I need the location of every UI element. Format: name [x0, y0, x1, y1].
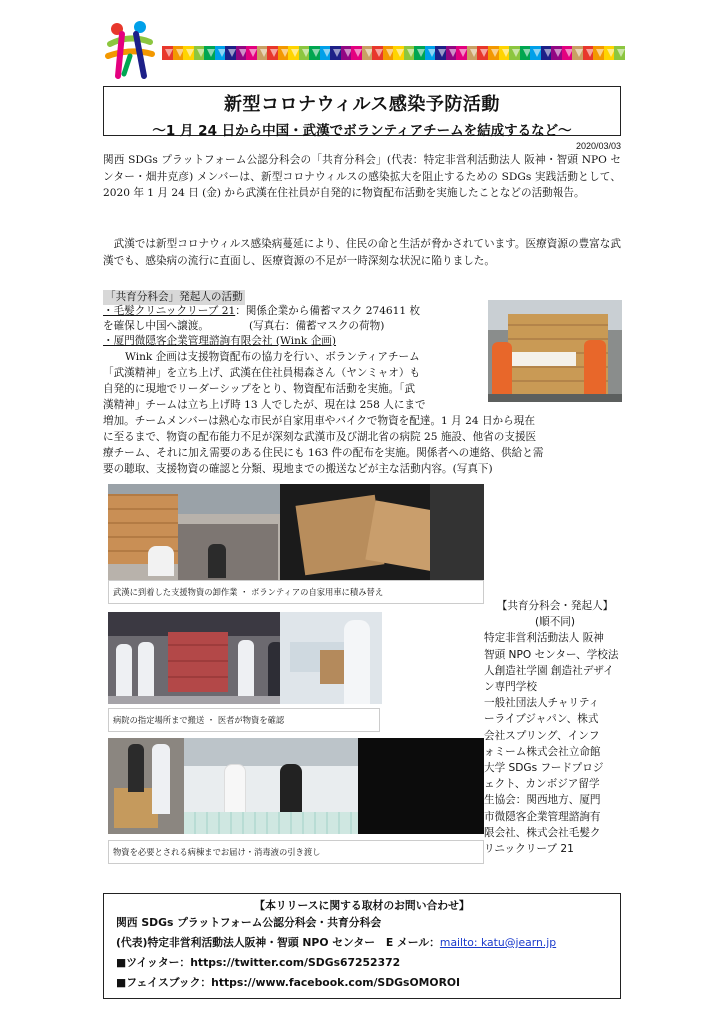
- contact-box: [103, 893, 621, 999]
- banner-segment: [414, 46, 425, 60]
- page-title: 新型コロナウィルス感染予防活動: [224, 94, 500, 115]
- activity-line: 増加。チームメンバーは熱心な市民が自家用車やバイクで物資を配達。1 月 24 日から現在: [103, 415, 535, 427]
- founder-line: 人創造社学園 創造社デザイ: [484, 664, 614, 677]
- activity-line: 療チーム、それに加え需要のある住民にも 163 件の配布を実施。関係者への連絡、供給と需: [103, 447, 544, 459]
- contact-rep-text: (代表)特定非営利活動法人阪神・智頭 NPO センター E メール：: [116, 936, 440, 949]
- email-link[interactable]: mailto: katu@jearn.jp: [439, 936, 557, 949]
- banner-segment: [446, 46, 457, 60]
- banner-segment: [604, 46, 615, 60]
- banner-segment: [425, 46, 436, 60]
- item1-line2-text: を確保し中国へ譲渡。: [103, 320, 209, 332]
- founder-line: 大学 SDGs フードプロジ: [484, 762, 604, 775]
- activity-item-1-line2: [103, 319, 384, 335]
- banner-segment: [288, 46, 299, 60]
- activity-line: 要の聴取、支援物資の確認と分類、現地までの搬送などが主な活動内容。(写真下): [103, 463, 493, 475]
- activity-line: に至るまで、物資の配布能力不足が深刻な武漢市及び湖北省の病院 25 施設、他省の支援医: [103, 431, 537, 443]
- contact-heading: 【本リリースに関する取材のお問い合わせ】: [254, 899, 470, 912]
- activity-line: Wink 企画は支援物資配布の協力を行い、ボランティアチーム: [125, 351, 420, 363]
- ward-delivery-photo: [108, 738, 184, 834]
- banner-segment: [341, 46, 352, 60]
- founders-list: [484, 598, 626, 857]
- banner-segment: [351, 46, 362, 60]
- release-date: 2020/03/03: [575, 141, 621, 151]
- title-box: [103, 86, 621, 139]
- banner-segment: [278, 46, 289, 60]
- activity-line: 自発的に現地でリーダーシップをとり、物資配布活動を実施。「武: [103, 383, 416, 395]
- banner-segment: [309, 46, 320, 60]
- photo-dark-area: [358, 738, 484, 834]
- banner-segment: [372, 46, 383, 60]
- item1-photo-note: (写真右：備蓄マスクの荷物): [248, 320, 385, 332]
- banner-segment: [183, 46, 194, 60]
- section-heading: 「共育分科会」発起人の活動: [105, 291, 243, 303]
- unloading-photo: [108, 484, 280, 580]
- banner-segment: [299, 46, 310, 60]
- doctor-check-photo: [280, 612, 382, 704]
- twitter-link[interactable]: ■ツイッター：https://twitter.com/SDGs67252372: [116, 956, 401, 969]
- banner-segment: [562, 46, 573, 60]
- banner-segment: [204, 46, 215, 60]
- founder-line: リニックリーブ 21: [484, 843, 574, 856]
- banner-segment: [477, 46, 488, 60]
- banner-segment: [593, 46, 604, 60]
- founder-line: 生協会：関西地方、厦門: [484, 794, 601, 807]
- photo-caption-1: 武漢に到着した支援物資の卸作業 ・ ボランティアの自家用車に積み替え: [108, 580, 484, 604]
- activity-line: 「武漢精神」を立ち上げ、武漢在住社員楊森さん（ヤンミャオ）も: [103, 367, 421, 379]
- intro-paragraph: 関西 SDGs プラットフォーム公認分科会の「共育分科会」(代表：特定非営利活動法人 阪神・智頭 NPO センター・畑井克彦) メンバーは、新型コロナウィルスの感染拡大を阻止するための SDGs 実践活動として、2020 年 1 月 24 日 (金) から武漢在住社員が自発的に物資配布活動を実施したことなどの活動報告。: [103, 154, 621, 199]
- contact-representative: [116, 933, 620, 953]
- activity-line: 漢精神」チームは立ち上げ時 13 人でしたが、現在は 258 人にまで: [103, 399, 426, 411]
- banner-segment: [435, 46, 446, 60]
- banner-segment: [488, 46, 499, 60]
- banner-segment: [530, 46, 541, 60]
- banner-segment: [541, 46, 552, 60]
- founder-line: 会社スプリング、インフ: [484, 729, 600, 742]
- banner-segment: [383, 46, 394, 60]
- banner-segment: [320, 46, 331, 60]
- banner-segment: [583, 46, 594, 60]
- founder-line: ォミーム株式会社立命館: [484, 745, 601, 758]
- banner-segment: [520, 46, 531, 60]
- banner-segment: [456, 46, 467, 60]
- item1-text: ：関係企業から備蓄マスク 274611 枚: [235, 305, 421, 317]
- banner-segment: [215, 46, 226, 60]
- banner-segment: [162, 46, 173, 60]
- founder-line: 特定非営利活動法人 阪神: [484, 632, 604, 645]
- banner-segment: [572, 46, 583, 60]
- item1-org-name: ・毛髪クリニックリーブ 21: [103, 305, 236, 317]
- photo-blank-area: [382, 612, 484, 704]
- banner-segment: [246, 46, 257, 60]
- contact-org: 関西 SDGs プラットフォーム公認分科会・共育分科会: [116, 916, 382, 929]
- founder-line: 一般社団法人チャリティ: [484, 697, 600, 710]
- page-subtitle: ～1 月 24 日から中国・武漢でボランティアチームを結成するなど～: [152, 123, 572, 139]
- banner-segment: [225, 46, 236, 60]
- banner-segment: [614, 46, 625, 60]
- founders-heading: 【共育分科会・発起人】: [496, 600, 614, 612]
- background-paragraph: 武漢では新型コロナウィルス感染病蔓延により、住民の命と生活が脅かされています。医療資源の豊富な武漢でも、感染病の流行に直面し、医療資源の不足が一時深刻な状況に陥りました。: [103, 238, 621, 267]
- banner-segment: [267, 46, 278, 60]
- founder-line: 限会社、株式会社毛髪ク: [484, 826, 601, 839]
- banner-segment: [404, 46, 415, 60]
- founder-line: 市微隠客企業管理諮詢有: [484, 810, 601, 823]
- banner-segment: [499, 46, 510, 60]
- sdgs-logo-icon: [104, 20, 156, 80]
- banner-segment: [194, 46, 205, 60]
- banner-segment: [236, 46, 247, 60]
- photo-caption-2: 病院の指定場所まで搬送 ・ 医者が物資を確認: [108, 708, 380, 732]
- banner-segment: [257, 46, 268, 60]
- photo-caption-3: 物資を必要とされる病棟までお届け・消毒液の引き渡し: [108, 840, 484, 864]
- banner-segment: [551, 46, 562, 60]
- founder-line: ェクト、カンボジア留学: [484, 778, 600, 791]
- banner-segment: [467, 46, 478, 60]
- founders-subheading: (順不同): [534, 616, 576, 629]
- car-loading-photo: [280, 484, 484, 580]
- banner-segment: [362, 46, 373, 60]
- banner-segment: [509, 46, 520, 60]
- activity-item-2-org-name: ・厦門微隠客企業管理諮詢有限会社 (Wink 企画): [103, 335, 337, 347]
- founder-line: 智頭 NPO センター、学校法: [484, 648, 619, 661]
- disinfectant-handover-photo: [184, 738, 358, 834]
- color-banner: [162, 46, 625, 60]
- banner-segment: [393, 46, 404, 60]
- activity-item-1: [103, 304, 420, 320]
- founder-line: ーライブジャパン、株式: [484, 713, 599, 726]
- banner-segment: [330, 46, 341, 60]
- facebook-link[interactable]: ■フェイスブック：https://www.facebook.com/SDGsOMOROI: [116, 976, 461, 989]
- mask-boxes-photo: [488, 300, 622, 402]
- banner-segment: [173, 46, 184, 60]
- founder-line: ン専門学校: [484, 681, 537, 694]
